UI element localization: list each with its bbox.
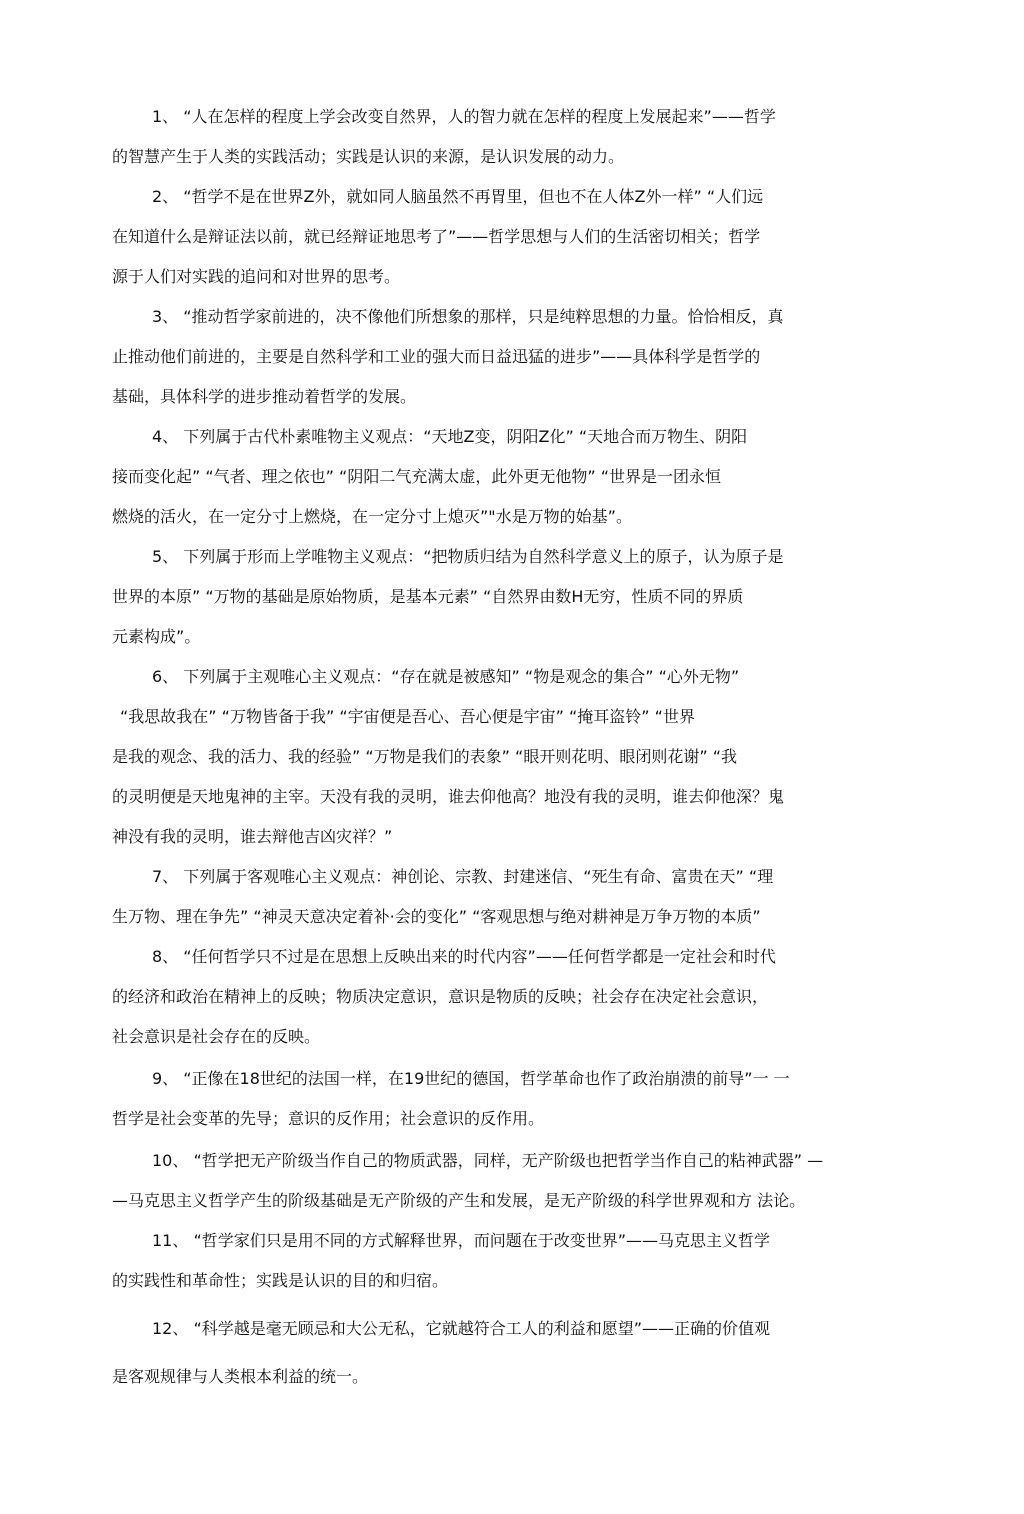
text-line: 8、 “任何哲学只不过是在思想上反映出来的时代内容”——任何哲学都是一定社会和时代 — [152, 947, 776, 966]
text-line: 12、 “科学越是毫无顾忌和大公无私，它就越符合工人的利益和愿望”——正确的价值观 — [152, 1319, 771, 1338]
text-line: 10、 “哲学把无产阶级当作自己的物质武器，同样，无产阶级也把哲学当作自己的粘神武器” — — [152, 1151, 824, 1170]
text-line: 生万物、理在争先” “神灵天意决定着补·会的变化” “客观思想与绝对耕神是万争万物的本质” — [112, 907, 761, 926]
text-line: 是客观规律与人类根本利益的统一。 — [112, 1367, 369, 1386]
text-line: —马克思主义哲学产生的阶级基础是无产阶级的产生和发展，是无产阶级的科学世界观和方 法论。 — [112, 1191, 806, 1210]
text-line: 7、 下列属于客观唯心主义观点：神创论、宗教、封建迷信、“死生有命、富贵在天” “理 — [152, 867, 774, 886]
text-line: 5、 下列属于形而上学唯物主义观点：“把物质归结为自然科学意义上的原子，认为原子是 — [152, 547, 784, 566]
text-line: 接而变化起” “气者、理之依也” “阴阳二气充满太虚，此外更无他物” “世界是一团永恒 — [112, 467, 721, 486]
text-line: 神没有我的灵明，谁去辩他吉凶灾祥？” — [112, 827, 393, 846]
text-line: 11、 “哲学家们只是用不同的方式解释世界，而问题在于改变世界”——马克思主义哲学 — [152, 1231, 771, 1250]
text-line: 9、 “正像在18世纪的法国一样，在19世纪的德国，哲学革命也作了政治崩溃的前导”一 一 — [152, 1069, 790, 1088]
text-line: 的灵明便是天地鬼神的主宰。天没有我的灵明，谁去仰他高？地没有我的灵明，谁去仰他深？鬼 — [112, 787, 785, 806]
text-line: 4、 下列属于古代朴素唯物主义观点：“天地Z变，阴阳Z化” “天地合而万物生、阴阳 — [152, 427, 748, 446]
text-line: 6、 下列属于主观唯心主义观点：“存在就是被感知” “物是观念的集合” “心外无物” — [152, 667, 740, 686]
text-line: 燃烧的活火，在一定分寸上燃烧，在一定分寸上熄灭”"水是万物的始基”。 — [112, 507, 632, 526]
text-line: 1、 “人在怎样的程度上学会改变自然界，人的智力就在怎样的程度上发展起来”——哲学 — [152, 107, 776, 126]
text-line: 的智慧产生于人类的实践活动；实践是认识的来源，是认识发展的动力。 — [112, 147, 625, 166]
text-line: 的实践性和革命性；实践是认识的目的和归宿。 — [112, 1271, 449, 1290]
text-line: 3、 “推动哲学家前进的，决不像他们所想象的那样，只是纯粹思想的力量。恰恰相反，真 — [152, 307, 784, 326]
text-line: 2、 “哲学不是在世界Z外，就如同人脑虽然不再胃里，但也不在人体Z外一样” “人们远 — [152, 187, 764, 206]
text-line: 元素构成”。 — [112, 627, 201, 646]
text-line: 社会意识是社会存在的反映。 — [112, 1027, 321, 1046]
text-line: 哲学是社会变革的先导；意识的反作用；社会意识的反作用。 — [112, 1109, 545, 1128]
text-line: 源于人们对实践的追问和对世界的思考。 — [112, 267, 401, 286]
text-line: “我思故我在” “万物皆备于我” “宇宙便是吾心、吾心便是宇宙” “掩耳盗铃” “世界 — [120, 707, 695, 726]
text-line: 世界的本原” “万物的基础是原始物质，是基本元素” “自然界由数H无穷，性质不同的界质 — [112, 587, 744, 606]
text-line: 在知道什么是辩证法以前，就已经辩证地思考了”——哲学思想与人们的生活密切相关；哲学 — [112, 227, 761, 246]
text-line: 基础，具体科学的进步推动着哲学的发展。 — [112, 387, 417, 406]
text-line: 是我的观念、我的活力、我的经验” “万物是我们的表象” “眼开则花明、眼闭则花谢” “我 — [112, 747, 737, 766]
text-line: 止推动他们前进的，主要是自然科学和工业的强大而日益迅猛的进步”——具体科学是哲学的 — [112, 347, 761, 366]
text-line: 的经济和政治在精神上的反映；物质决定意识，意识是物质的反映；社会存在决定社会意识， — [112, 987, 769, 1006]
